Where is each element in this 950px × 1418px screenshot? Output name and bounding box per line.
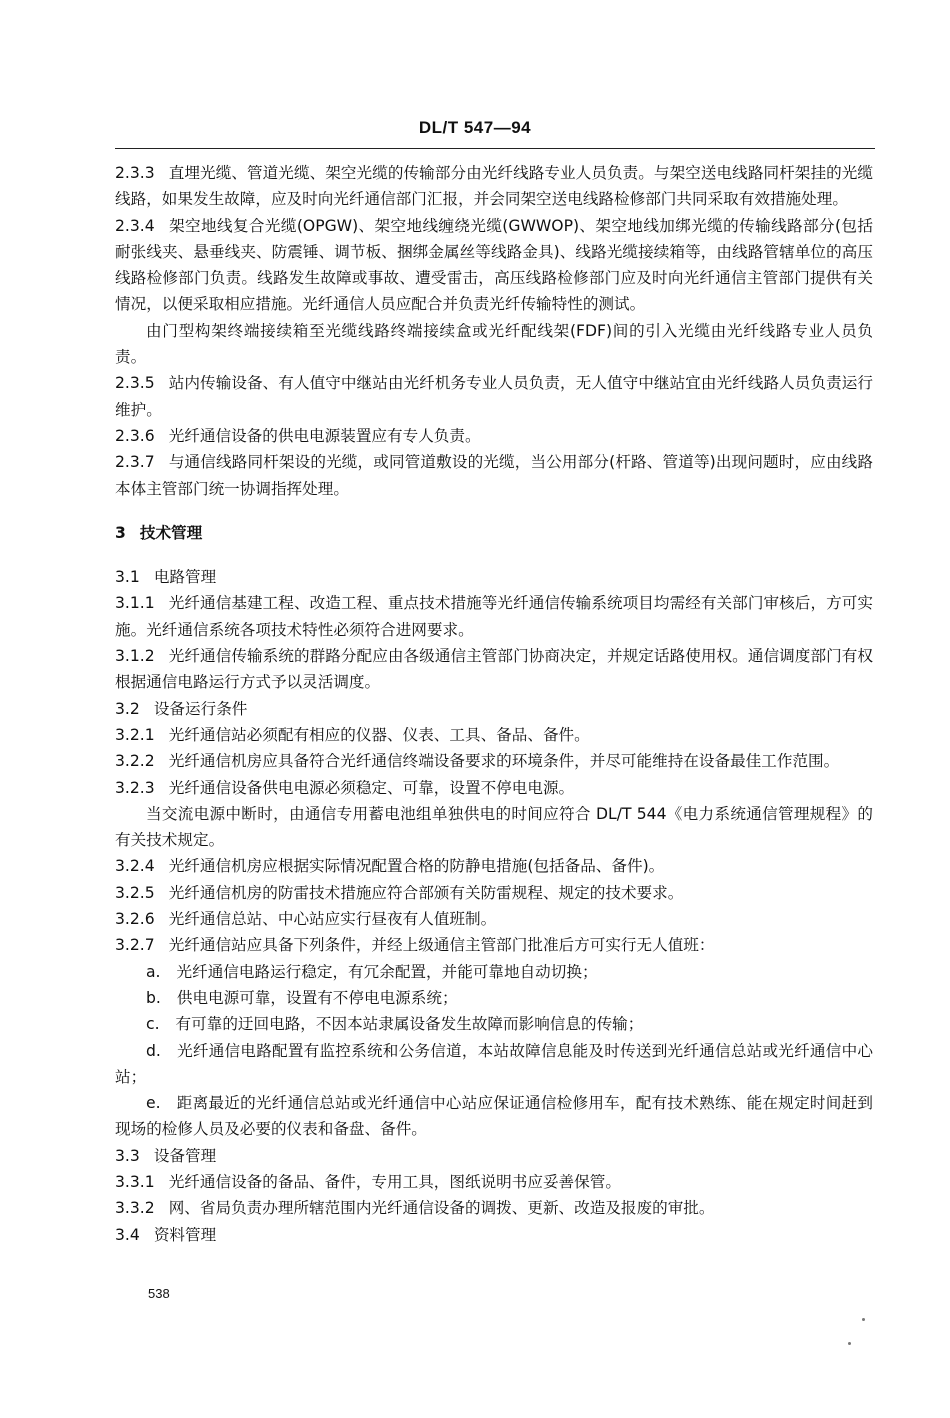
condition-letter: d. [146,1041,161,1060]
clause-2-3-6 [115,423,873,449]
condition-text: 有可靠的迂回电路，不因本站隶属设备发生故障而影响信息的传输； [175,1015,644,1034]
section-gap [115,546,873,564]
header-rule [115,148,875,149]
clause-text: 光纤通信设备的备品、备件，专用工具，图纸说明书应妥善保管。 [168,1172,621,1191]
section-title: 技术管理 [139,523,203,542]
clause-number: 3.1 [115,568,140,587]
clause-text: 光纤通信机房应根据实际情况配置合格的防静电措施(包括备品、备件)。 [168,857,665,876]
clause-number: 3.3 [115,1146,140,1165]
clause-number: 2.3.5 [115,374,155,393]
condition-text: 距离最近的光纤通信总站或光纤通信中心站应保证通信检修用车，配有技术熟练、能在规定时间赶到现场的检修人员及必要的仪表和备盘、备件。 [115,1094,873,1139]
section-gap [115,502,873,520]
condition-letter: e. [146,1094,161,1113]
clause-text: 光纤通信设备的供电电源装置应有专人负责。 [168,426,481,445]
clause-number: 3.1.1 [115,594,155,613]
clause-text: 光纤通信站应具备下列条件，并经上级通信主管部门批准后方可实行无人值班： [168,936,715,955]
condition-letter: c. [146,1015,160,1034]
clause-number: 3.1.2 [115,647,155,666]
clause-number: 3.2.5 [115,883,155,902]
clause-3-2-1 [115,722,873,748]
section-3-heading [115,520,873,546]
clause-number: 3.2.6 [115,910,155,929]
clause-number: 3.2.2 [115,752,155,771]
clause-3-1 [115,564,873,590]
clause-text: 设备管理 [153,1146,217,1165]
clause-number: 2.3.7 [115,453,155,472]
condition-text: 供电电源可靠，设置有不停电电源系统； [176,988,458,1007]
clause-number: 3.2.4 [115,857,155,876]
condition-letter: a. [146,962,161,981]
clause-2-3-4-continuation [115,318,873,371]
clause-3-2-6 [115,906,873,932]
clause-number: 3.2.7 [115,936,155,955]
clause-3-2-3-continuation [115,801,873,854]
clause-2-3-5 [115,370,873,423]
clause-text: 光纤通信基建工程、改造工程、重点技术措施等光纤通信传输系统项目均需经有关部门审核后，方可实施。光纤通信系统各项技术特性必须符合进网要求。 [115,594,873,639]
condition-b [115,985,873,1011]
clause-text: 架空地线复合光缆(OPGW)、架空地线缠绕光缆(GWWOP)、架空地线加绑光缆的传输线路部分(包括耐张线夹、悬垂线夹、防震锤、调节板、捆绑金属丝等线路金具)、线路光缆接续箱等，由线路管辖单位的高压线路检修部门负责。线路发生故障或事故、遭受雷击，高压线路检修部门应及时向光纤通信主管部门提供有关情况，以便采取相应措施。光纤通信人员应配合并负责光纤传输特性的测试。 [115,216,873,314]
clause-number: 2.3.3 [115,164,155,182]
clause-number: 3.3.2 [115,1199,155,1218]
clause-text: 直埋光缆、管道光缆、架空光缆的传输部分由光纤线路专业人员负责。与架空送电线路同杆架挂的光缆线路，如果发生故障，应及时向光纤通信部门汇报，并会同架空送电线路检修部门共同采取有效措施处理。 [115,164,873,209]
section-number: 3 [115,523,126,542]
clause-text: 设备运行条件 [153,699,248,718]
clause-3-4 [115,1222,873,1248]
clause-text: 光纤通信机房应具备符合光纤通信终端设备要求的环境条件，并尽可能维持在设备最佳工作范围。 [168,752,840,771]
clause-3-2-4 [115,853,873,879]
clause-text: 资料管理 [153,1225,217,1244]
scan-speck [862,1318,865,1321]
document-body [115,160,873,1248]
scan-speck [848,1342,851,1345]
clause-text: 光纤通信总站、中心站应实行昼夜有人值班制。 [168,910,497,929]
clause-text: 电路管理 [153,568,217,587]
clause-text: 站内传输设备、有人值守中继站由光纤机务专业人员负责，无人值守中继站宜由光纤线路人员负责运行维护。 [115,374,873,419]
clause-number: 3.2 [115,699,140,718]
clause-3-2-5 [115,880,873,906]
document-code-header: DL/T 547—94 [418,118,532,137]
clause-number: 2.3.4 [115,216,155,235]
clause-text: 光纤通信机房的防雷技术措施应符合部颁有关防雷规程、规定的技术要求。 [168,883,684,902]
page-number: 538 [148,1286,170,1301]
clause-text: 光纤通信设备供电电源必须稳定、可靠，设置不停电电源。 [168,778,575,797]
clause-number: 3.4 [115,1225,140,1244]
clause-3-2-3 [115,775,873,801]
clause-number: 3.2.3 [115,778,155,797]
clause-text: 由门型构架终端接续箱至光缆线路终端接续盒或光纤配线架(FDF)间的引入光缆由光纤线路专业人员负责。 [115,321,873,367]
clause-number: 3.2.1 [115,725,155,744]
clause-text: 光纤通信站必须配有相应的仪器、仪表、工具、备品、备件。 [168,725,590,744]
clause-number: 2.3.6 [115,426,155,445]
condition-text: 光纤通信电路配置有监控系统和公务信道，本站故障信息能及时传送到光纤通信总站或光纤通信中心站； [115,1041,873,1086]
clause-3-3-1 [115,1169,873,1195]
clause-3-2-7 [115,932,873,958]
condition-d [115,1038,873,1091]
clause-3-2-2 [115,748,873,774]
clause-3-1-2 [115,643,873,696]
clause-text: 与通信线路同杆架设的光缆，或同管道敷设的光缆，当公用部分(杆路、管道等)出现问题时，应由线路本体主管部门统一协调指挥处理。 [115,453,873,498]
condition-a [115,959,873,985]
condition-text: 光纤通信电路运行稳定，有冗余配置，并能可靠地自动切换； [176,962,598,981]
clause-2-3-3 [115,160,873,213]
clause-text: 当交流电源中断时，由通信专用蓄电池组单独供电的时间应符合 DL/T 544《电力系统通信管理规程》的有关技术规定。 [115,804,873,850]
clause-2-3-7 [115,449,873,502]
clause-3-2 [115,696,873,722]
clause-3-1-1 [115,590,873,643]
clause-3-3-2 [115,1195,873,1221]
condition-c [115,1011,873,1037]
condition-e [115,1090,873,1143]
condition-letter: b. [146,988,161,1007]
clause-number: 3.3.1 [115,1172,155,1191]
clause-text: 光纤通信传输系统的群路分配应由各级通信主管部门协商决定，并规定话路使用权。通信调度部门有权根据通信电路运行方式予以灵活调度。 [115,647,873,692]
clause-3-3 [115,1143,873,1169]
clause-text: 网、省局负责办理所辖范围内光纤通信设备的调拨、更新、改造及报废的审批。 [168,1199,715,1218]
clause-2-3-4 [115,213,873,318]
